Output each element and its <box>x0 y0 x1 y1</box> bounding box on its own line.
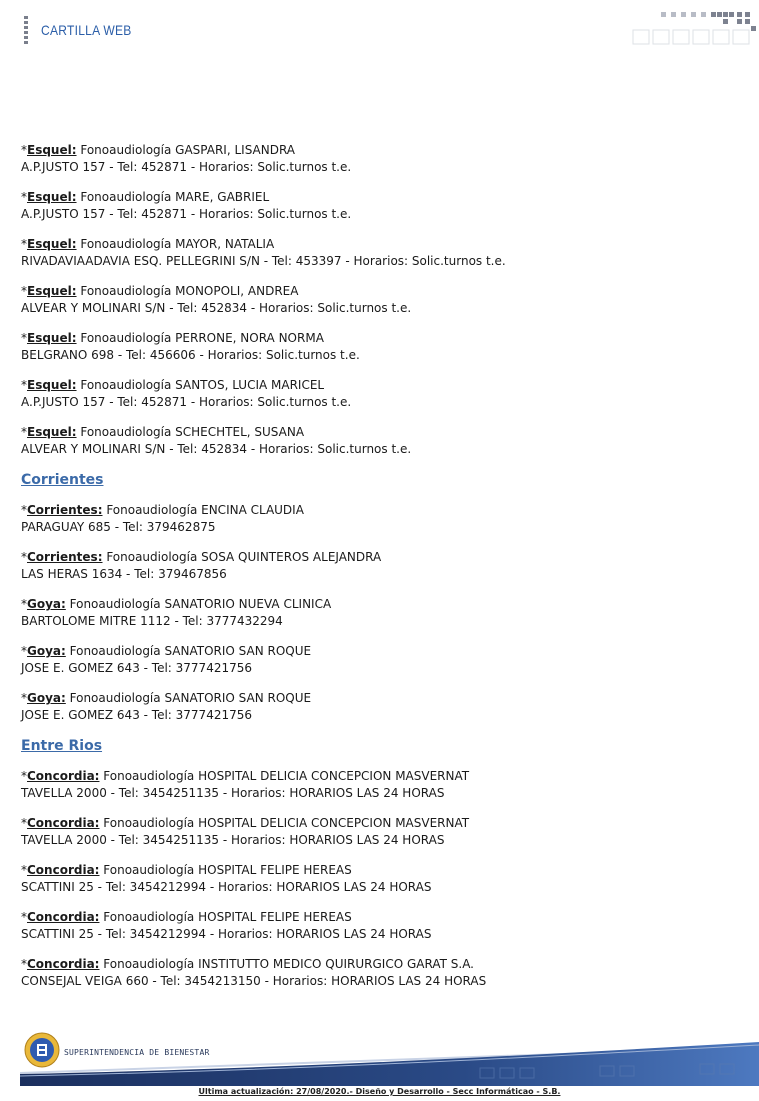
list-item: *Esquel: Fonoaudiología MARE, GABRIEL A.P.JUSTO 157 - Tel: 452871 - Horarios: Solic.turnos t.e. <box>21 189 741 223</box>
list-item: *Esquel: Fonoaudiología SANTOS, LUCIA MARICEL A.P.JUSTO 157 - Tel: 452871 - Horarios: Solic.turnos t.e. <box>21 377 741 411</box>
provider-address: TAVELLA 2000 - Tel: 3454251135 - Horarios: HORARIOS LAS 24 HORAS <box>21 833 445 847</box>
provider-name: Fonoaudiología HOSPITAL FELIPE HEREAS <box>99 863 352 877</box>
city-label: Esquel: <box>27 190 77 204</box>
list-item: *Goya: Fonoaudiología SANATORIO SAN ROQUE JOSE E. GOMEZ 643 - Tel: 3777421756 <box>21 643 741 677</box>
list-item: *Concordia: Fonoaudiología HOSPITAL FELIPE HEREAS SCATTINI 25 - Tel: 3454212994 - Horarios: HORARIOS LAS 24 HORAS <box>21 862 741 896</box>
city-label: Concordia: <box>27 957 100 971</box>
list-item: *Esquel: Fonoaudiología GASPARI, LISANDRA A.P.JUSTO 157 - Tel: 452871 - Horarios: Solic.turnos t.e. <box>21 142 741 176</box>
page-header <box>0 0 759 60</box>
city-label: Goya: <box>27 597 66 611</box>
page-footer <box>0 1028 759 1101</box>
city-label: Concordia: <box>27 910 100 924</box>
list-item: *Corrientes: Fonoaudiología ENCINA CLAUDIA PARAGUAY 685 - Tel: 379462875 <box>21 502 741 536</box>
section-corrientes <box>21 471 741 724</box>
footer-wave-banner <box>0 1028 759 1086</box>
section-heading[interactable]: Corrientes <box>21 472 104 488</box>
city-label: Esquel: <box>27 143 77 157</box>
list-item: *Concordia: Fonoaudiología HOSPITAL DELICIA CONCEPCION MASVERNAT TAVELLA 2000 - Tel: 3454251135 - Horarios: HORARIOS LAS 24 HORAS <box>21 815 741 849</box>
city-label: Corrientes: <box>27 503 103 517</box>
provider-address: JOSE E. GOMEZ 643 - Tel: 3777421756 <box>21 661 252 675</box>
provider-address: LAS HERAS 1634 - Tel: 379467856 <box>21 567 227 581</box>
city-label: Esquel: <box>27 237 77 251</box>
provider-name: Fonoaudiología INSTITUTTO MEDICO QUIRURGICO GARAT S.A. <box>99 957 474 971</box>
city-label: Concordia: <box>27 769 100 783</box>
provider-address: ALVEAR Y MOLINARI S/N - Tel: 452834 - Horarios: Solic.turnos t.e. <box>21 442 412 456</box>
city-label: Esquel: <box>27 425 77 439</box>
provider-address: A.P.JUSTO 157 - Tel: 452871 - Horarios: Solic.turnos t.e. <box>21 160 352 174</box>
list-item: *Concordia: Fonoaudiología INSTITUTTO MEDICO QUIRURGICO GARAT S.A. CONSEJAL VEIGA 660 - Tel: 3454213150 - Horarios: HORARIOS LAS 24 HORAS <box>21 956 741 990</box>
provider-name: Fonoaudiología SANATORIO SAN ROQUE <box>65 644 312 658</box>
list-item: *Esquel: Fonoaudiología MAYOR, NATALIA RIVADAVIAADAVIA ESQ. PELLEGRINI S/N - Tel: 453397 - Horarios: Solic.turnos t.e. <box>21 236 741 270</box>
header-pattern-icon <box>631 12 759 48</box>
provider-name: Fonoaudiología SCHECHTEL, SUSANA <box>76 425 305 439</box>
provider-address: A.P.JUSTO 157 - Tel: 452871 - Horarios: Solic.turnos t.e. <box>21 395 352 409</box>
provider-name: Fonoaudiología HOSPITAL DELICIA CONCEPCION MASVERNAT <box>99 769 470 783</box>
header-bar-icon <box>24 16 28 46</box>
provider-address: ALVEAR Y MOLINARI S/N - Tel: 452834 - Horarios: Solic.turnos t.e. <box>21 301 412 315</box>
provider-address: SCATTINI 25 - Tel: 3454212994 - Horarios: HORARIOS LAS 24 HORAS <box>21 927 432 941</box>
provider-name: Fonoaudiología MAYOR, NATALIA <box>76 237 275 251</box>
seal-icon <box>24 1032 60 1068</box>
list-item: *Goya: Fonoaudiología SANATORIO NUEVA CLINICA BARTOLOME MITRE 1112 - Tel: 3777432294 <box>21 596 741 630</box>
last-update-text: Ultima actualización: 27/08/2020.- Diseño y Desarrollo - Secc Informáticao - S.B. <box>198 1087 561 1096</box>
list-item: *Esquel: Fonoaudiología MONOPOLI, ANDREA ALVEAR Y MOLINARI S/N - Tel: 452834 - Horarios: Solic.turnos t.e. <box>21 283 741 317</box>
provider-address: JOSE E. GOMEZ 643 - Tel: 3777421756 <box>21 708 252 722</box>
section-heading[interactable]: Entre Rios <box>21 738 103 754</box>
provider-name: Fonoaudiología MARE, GABRIEL <box>76 190 270 204</box>
city-label: Corrientes: <box>27 550 103 564</box>
provider-name: Fonoaudiología SOSA QUINTEROS ALEJANDRA <box>102 550 382 564</box>
organization-name: SUPERINTENDENCIA DE BIENESTAR <box>64 1048 210 1057</box>
provider-name: Fonoaudiología HOSPITAL DELICIA CONCEPCION MASVERNAT <box>99 816 470 830</box>
provider-name: Fonoaudiología SANATORIO NUEVA CLINICA <box>65 597 332 611</box>
provider-name: Fonoaudiología HOSPITAL FELIPE HEREAS <box>99 910 352 924</box>
list-item: *Concordia: Fonoaudiología HOSPITAL DELICIA CONCEPCION MASVERNAT TAVELLA 2000 - Tel: 3454251135 - Horarios: HORARIOS LAS 24 HORAS <box>21 768 741 802</box>
header-title: CARTILLA WEB <box>41 22 132 38</box>
provider-address: TAVELLA 2000 - Tel: 3454251135 - Horarios: HORARIOS LAS 24 HORAS <box>21 786 445 800</box>
provider-name: Fonoaudiología PERRONE, NORA NORMA <box>76 331 324 345</box>
section-entre-rios <box>21 737 741 990</box>
provider-address: BARTOLOME MITRE 1112 - Tel: 3777432294 <box>21 614 283 628</box>
provider-listing <box>21 142 741 1003</box>
provider-address: BELGRANO 698 - Tel: 456606 - Horarios: Solic.turnos t.e. <box>21 348 360 362</box>
provider-name: Fonoaudiología SANATORIO SAN ROQUE <box>65 691 312 705</box>
provider-name: Fonoaudiología GASPARI, LISANDRA <box>76 143 296 157</box>
section-chubut <box>21 142 741 458</box>
city-label: Esquel: <box>27 378 77 392</box>
city-label: Goya: <box>27 691 66 705</box>
list-item: *Concordia: Fonoaudiología HOSPITAL FELIPE HEREAS SCATTINI 25 - Tel: 3454212994 - Horarios: HORARIOS LAS 24 HORAS <box>21 909 741 943</box>
provider-name: Fonoaudiología MONOPOLI, ANDREA <box>76 284 299 298</box>
provider-address: SCATTINI 25 - Tel: 3454212994 - Horarios: HORARIOS LAS 24 HORAS <box>21 880 432 894</box>
city-label: Esquel: <box>27 331 77 345</box>
city-label: Goya: <box>27 644 66 658</box>
city-label: Concordia: <box>27 816 100 830</box>
list-item: *Esquel: Fonoaudiología SCHECHTEL, SUSANA ALVEAR Y MOLINARI S/N - Tel: 452834 - Horarios: Solic.turnos t.e. <box>21 424 741 458</box>
city-label: Esquel: <box>27 284 77 298</box>
provider-address: A.P.JUSTO 157 - Tel: 452871 - Horarios: Solic.turnos t.e. <box>21 207 352 221</box>
provider-address: PARAGUAY 685 - Tel: 379462875 <box>21 520 216 534</box>
list-item: *Goya: Fonoaudiología SANATORIO SAN ROQUE JOSE E. GOMEZ 643 - Tel: 3777421756 <box>21 690 741 724</box>
provider-address: RIVADAVIAADAVIA ESQ. PELLEGRINI S/N - Tel: 453397 - Horarios: Solic.turnos t.e. <box>21 254 506 268</box>
provider-name: Fonoaudiología ENCINA CLAUDIA <box>102 503 304 517</box>
provider-name: Fonoaudiología SANTOS, LUCIA MARICEL <box>76 378 325 392</box>
provider-address: CONSEJAL VEIGA 660 - Tel: 3454213150 - Horarios: HORARIOS LAS 24 HORAS <box>21 974 487 988</box>
list-item: *Corrientes: Fonoaudiología SOSA QUINTEROS ALEJANDRA LAS HERAS 1634 - Tel: 379467856 <box>21 549 741 583</box>
city-label: Concordia: <box>27 863 100 877</box>
list-item: *Esquel: Fonoaudiología PERRONE, NORA NORMA BELGRANO 698 - Tel: 456606 - Horarios: Solic.turnos t.e. <box>21 330 741 364</box>
